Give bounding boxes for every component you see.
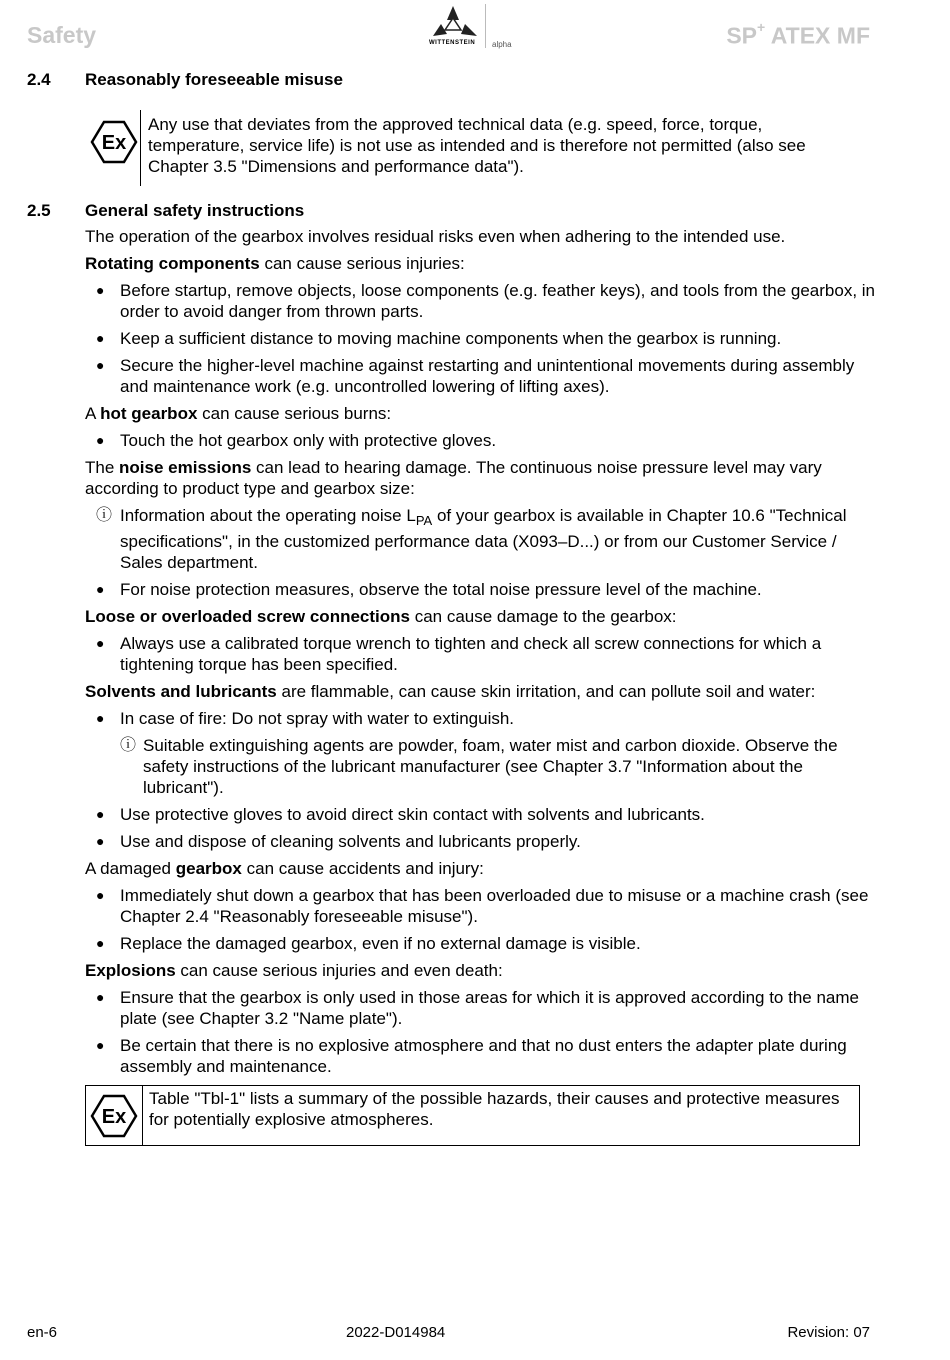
list-item: ● Before startup, remove objects, loose components (e.g. feather keys), and tools from the gearbox, in order to avoid danger from thrown parts. — [85, 280, 875, 322]
ex-atex-icon — [90, 118, 138, 166]
extinguish-info-item: ⓘ Suitable extinguishing agents are powder, foam, water mist and carbon dioxide. Observe the safety instructions of the lubricant manufacturer (see Chapter 3.7 "Information about the lubricant"). — [85, 735, 875, 798]
section-heading-2-4: 2.4 Reasonably foreseeable misuse — [27, 70, 343, 89]
table-note-text: Table "Tbl-1" lists a summary of the possible hazards, their causes and protective measures for potentially explosive atmospheres. — [149, 1089, 840, 1129]
list-item: ● Be certain that there is no explosive atmosphere and that no dust enters the adapter plate during assembly and maintenance. — [85, 1035, 875, 1077]
rotating-heading: Rotating components can cause serious injuries: — [85, 254, 465, 273]
noise-heading: The noise emissions can lead to hearing damage. The continuous noise pressure level may vary according to product type and gearbox size: — [85, 458, 822, 498]
damaged-list — [85, 885, 875, 954]
safety-instructions-body — [85, 226, 875, 1083]
solvents-list — [85, 708, 875, 852]
list-item: ● In case of fire: Do not spray with water to extinguish. — [85, 708, 875, 729]
list-item: ● For noise protection measures, observe the total noise pressure level of the machine. — [85, 579, 875, 600]
list-item: ● Use and dispose of cleaning solvents and lubricants properly. — [85, 831, 875, 852]
atex-table-note-box — [85, 1085, 860, 1146]
list-item: ● Use protective gloves to avoid direct skin contact with solvents and lubricants. — [85, 804, 875, 825]
ex-atex-icon — [90, 1092, 138, 1140]
damaged-heading: A damaged gearbox can cause accidents and injury: — [85, 859, 484, 878]
footer-page-number: en-6 — [27, 1324, 58, 1341]
logo-alpha-text: alpha — [492, 40, 512, 49]
screw-heading: Loose or overloaded screw connections can cause damage to the gearbox: — [85, 607, 677, 626]
box-divider — [142, 1086, 143, 1145]
box-divider — [140, 110, 141, 186]
header-section-title: Safety — [27, 22, 97, 48]
misuse-text: Any use that deviates from the approved technical data (e.g. speed, force, torque, temperature, service life) is not use as intended and is therefore not permitted (also see Chapter 3.5 "Dimensions and performance data"). — [148, 115, 806, 176]
section-heading-2-5: 2.5 General safety instructions — [27, 201, 305, 220]
list-item: ● Immediately shut down a gearbox that has been overloaded due to misuse or a machine crash (see Chapter 2.4 "Reasonably foreseeable misuse"). — [85, 885, 875, 927]
list-item: ● Touch the hot gearbox only with protective gloves. — [85, 430, 875, 451]
rotating-list — [85, 280, 875, 397]
screw-list — [85, 633, 875, 675]
noise-list — [85, 505, 875, 600]
hot-list — [85, 430, 875, 451]
svg-text:Ex: Ex — [101, 1106, 127, 1128]
logo-brand-text: WITTENSTEIN — [429, 40, 476, 46]
hot-heading: A hot gearbox can cause serious burns: — [85, 404, 392, 423]
explosions-heading: Explosions can cause serious injuries and even death: — [85, 961, 503, 980]
intro-text: The operation of the gearbox involves residual risks even when adhering to the intended use. — [85, 227, 786, 246]
solvents-heading: Solvents and lubricants are flammable, can cause skin irritation, and can pollute soil and water: — [85, 682, 816, 701]
list-item: ● Replace the damaged gearbox, even if no external damage is visible. — [85, 933, 875, 954]
explosions-list — [85, 987, 875, 1077]
footer-revision: Revision: 07 — [787, 1324, 870, 1341]
list-item: ● Always use a calibrated torque wrench to tighten and check all screw connections for which a tightening torque has been specified. — [85, 633, 875, 675]
noise-info-item: ⓘ Information about the operating noise $L_{PA}$ of your gearbox is available in Chapter 10.6 "Technical specifications", in the customized performance data (X093–D...) or from our Customer Service / Sales department. — [85, 505, 875, 573]
list-item: ● Ensure that the gearbox is only used in those areas for which it is approved according to the name plate (see Chapter 3.2 "Name plate"). — [85, 987, 875, 1029]
atex-note-box — [85, 110, 865, 188]
logo-mark-icon — [425, 4, 485, 40]
logo-divider — [485, 4, 486, 48]
company-logo — [425, 4, 520, 50]
list-item: ● Keep a sufficient distance to moving machine components when the gearbox is running. — [85, 328, 875, 349]
list-item: ● Secure the higher-level machine against restarting and unintentional movements during assembly and maintenance work (e.g. uncontrolled lowering of lifting axes). — [85, 355, 875, 397]
footer-document-id: 2022-D014984 — [346, 1324, 446, 1341]
svg-text:Ex: Ex — [101, 132, 127, 154]
header-product-title: SP+ ATEX MF — [726, 19, 870, 49]
